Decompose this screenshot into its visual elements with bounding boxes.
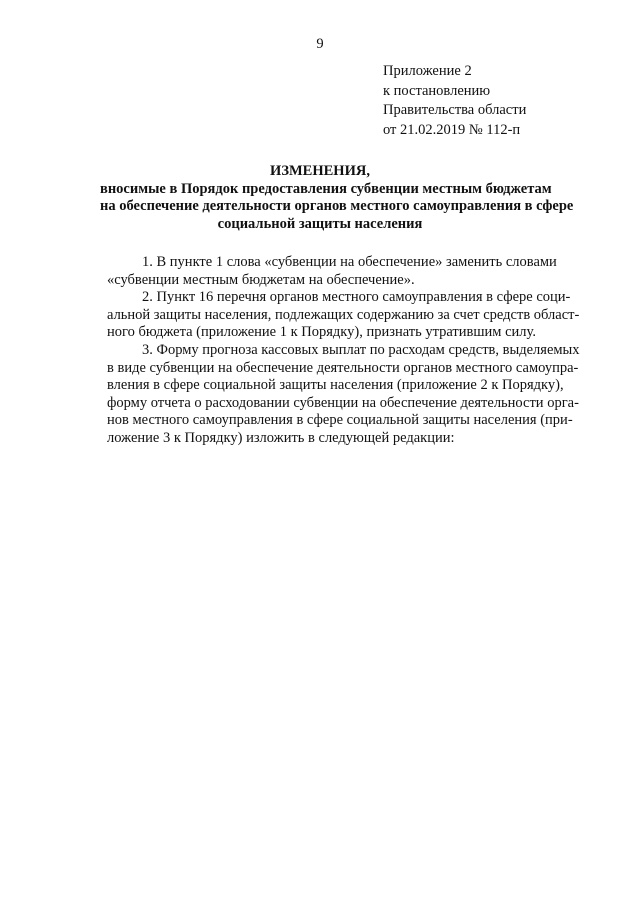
paragraph-line: в виде субвенции на обеспечение деятельности органов местного самоупра- [107,359,579,376]
heading-subtitle-line: вносимые в Порядок предоставления субвенции местным бюджетам [100,180,552,197]
paragraph-line: вления в сфере социальной защиты населения (приложение 2 к Порядку), [107,377,564,394]
paragraph-1 [107,254,557,289]
paragraph-line: 3. Форму прогноза кассовых выплат по расходам средств, выделяемых [142,341,580,358]
paragraph-line: 2. Пункт 16 перечня органов местного самоуправления в сфере соци- [142,289,571,306]
heading-title: ИЗМЕНЕНИЯ, [270,163,370,179]
paragraph-line: ного бюджета (приложение 1 к Порядку), признать утратившим силу. [107,324,536,341]
page-number: 9 [316,36,324,52]
paragraph-line: 1. В пункте 1 слова «субвенции на обеспечение» заменить словами [142,254,557,270]
paragraph-line: альной защиты населения, подлежащих содержанию за счет средств област- [107,306,580,323]
heading-subtitle-line: социальной защиты населения [217,215,423,232]
annex-line: Правительства области [383,102,527,118]
annex-line: Приложение 2 [383,63,472,79]
heading-subtitle-line: на обеспечение деятельности органов местного самоуправления в сфере [100,198,574,215]
annex-block [383,62,526,140]
document-heading [100,163,574,233]
paragraph-line: нов местного самоуправления в сфере социальной защиты населения (при- [107,412,573,429]
annex-line: к постановлению [383,82,491,99]
document-body [107,254,580,448]
paragraph-2 [107,289,580,342]
paragraph-3 [107,341,580,448]
annex-line: от 21.02.2019 № 112-п [383,121,521,138]
paragraph-line: форму отчета о расходовании субвенции на обеспечение деятельности орга- [107,394,579,411]
paragraph-line: ложение 3 к Порядку) изложить в следующей редакции: [107,429,455,446]
paragraph-line: «субвенции местным бюджетам на обеспечение». [107,271,415,288]
